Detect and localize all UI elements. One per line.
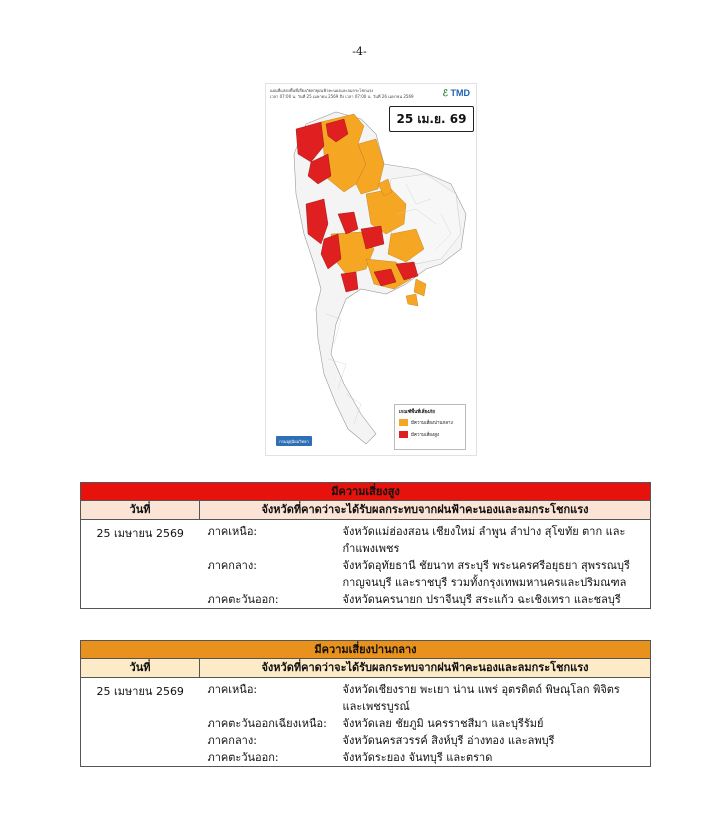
region-name: ภาคเหนือ: (207, 683, 258, 696)
map-legend (394, 404, 466, 450)
col-date-header: วันที่ (81, 501, 200, 520)
region-name: ภาคตะวันออกเฉียงเหนือ: (207, 717, 327, 730)
region-row (200, 732, 651, 749)
tmd-logo: ℰ TMD (442, 88, 470, 98)
region-name: ภาคตะวันออก: (207, 751, 279, 764)
region-row (200, 715, 651, 732)
legend-label-high: มีความเสี่ยงสูง (411, 433, 440, 438)
moderate-risk-body-row (81, 678, 651, 767)
province-list: จังหวัดอุทัยธานี ชัยนาท สระบุรี พระนครศรีอยุธยา สุพรรณบุรี กาญจนบุรี และราชบุรี รวมทั้งกรุงเทพมหานครและปริมณฑล (342, 559, 630, 589)
province-list: จังหวัดระยอง จันทบุรี และตราด (342, 751, 493, 764)
high-risk-title: มีความเสี่ยงสูง (81, 483, 651, 501)
region-name: ภาคกลาง: (207, 734, 257, 747)
high-risk-header-row (81, 501, 651, 520)
col-date-header: วันที่ (81, 659, 200, 678)
col-provinces-header: จังหวัดที่คาดว่าจะได้รับผลกระทบจากฝนฟ้าคะนองและลมกระโชกแรง (200, 501, 651, 520)
high-risk-title-row (81, 483, 651, 501)
region-row (200, 591, 651, 608)
page-number: -4- (352, 45, 367, 58)
province-list: จังหวัดนครสวรรค์ สิงห์บุรี อ่างทอง และลพบุรี (342, 734, 555, 747)
province-list: จังหวัดเชียงราย พะเยา น่าน แพร่ อุตรดิตถ์ พิษณุโลก พิจิตร และเพชรบูรณ์ (342, 683, 620, 713)
region-row (200, 523, 651, 557)
moderate-risk-header-row (81, 659, 651, 678)
map-header-line2: เวลา 07:00 น. วันที่ 25 เมษายน 2569 ถึง เวลา 07:00 น. วันที่ 26 เมษายน 2569 (270, 93, 414, 99)
province-list: จังหวัดแม่ฮ่องสอน เชียงใหม่ ลำพูน ลำปาง สุโขทัย ตาก และกำแพงเพชร (342, 525, 626, 555)
risk-map-figure (265, 83, 477, 456)
thailand-map (266, 84, 478, 457)
moderate-risk-title: มีความเสี่ยงปานกลาง (81, 641, 651, 659)
map-header (270, 88, 420, 99)
moderate-risk-date: 25 เมษายน 2569 (81, 678, 200, 767)
region-name: ภาคกลาง: (207, 559, 257, 572)
high-risk-table (80, 482, 651, 609)
map-date-label: 25 เม.ย. 69 (389, 106, 474, 132)
col-provinces-header: จังหวัดที่คาดว่าจะได้รับผลกระทบจากฝนฟ้าคะนองและลมกระโชกแรง (200, 659, 651, 678)
province-list: จังหวัดนครนายก ปราจีนบุรี สระแก้ว ฉะเชิงเทรา และชลบุรี (342, 593, 621, 606)
high-risk-date: 25 เมษายน 2569 (81, 520, 200, 609)
region-row (200, 681, 651, 715)
region-row (200, 557, 651, 591)
high-swatch (399, 431, 408, 438)
legend-label-moderate: มีความเสี่ยงปานกลาง (411, 421, 453, 426)
legend-item-high (399, 431, 461, 438)
legend-item-moderate (399, 419, 461, 426)
moderate-risk-table (80, 640, 651, 767)
region-name: ภาคเหนือ: (207, 525, 258, 538)
high-risk-body-row (81, 520, 651, 609)
moderate-swatch (399, 419, 408, 426)
region-row (200, 749, 651, 766)
moderate-risk-regions (200, 681, 651, 766)
legend-title: เกณฑ์พื้นที่เสี่ยงภัย (399, 410, 435, 415)
region-name: ภาคตะวันออก: (207, 593, 279, 606)
map-footer-logo: กรมอุตุนิยมวิทยา (276, 436, 312, 446)
province-list: จังหวัดเลย ชัยภูมิ นครราชสีมา และบุรีรัมย์ (342, 717, 544, 730)
high-risk-regions (200, 523, 651, 608)
map-header-line1: แผนที่แสดงพื้นที่เสี่ยงภัยพายุฝนฟ้าคะนองและลมกระโชกแรง (270, 88, 374, 93)
moderate-risk-title-row (81, 641, 651, 659)
